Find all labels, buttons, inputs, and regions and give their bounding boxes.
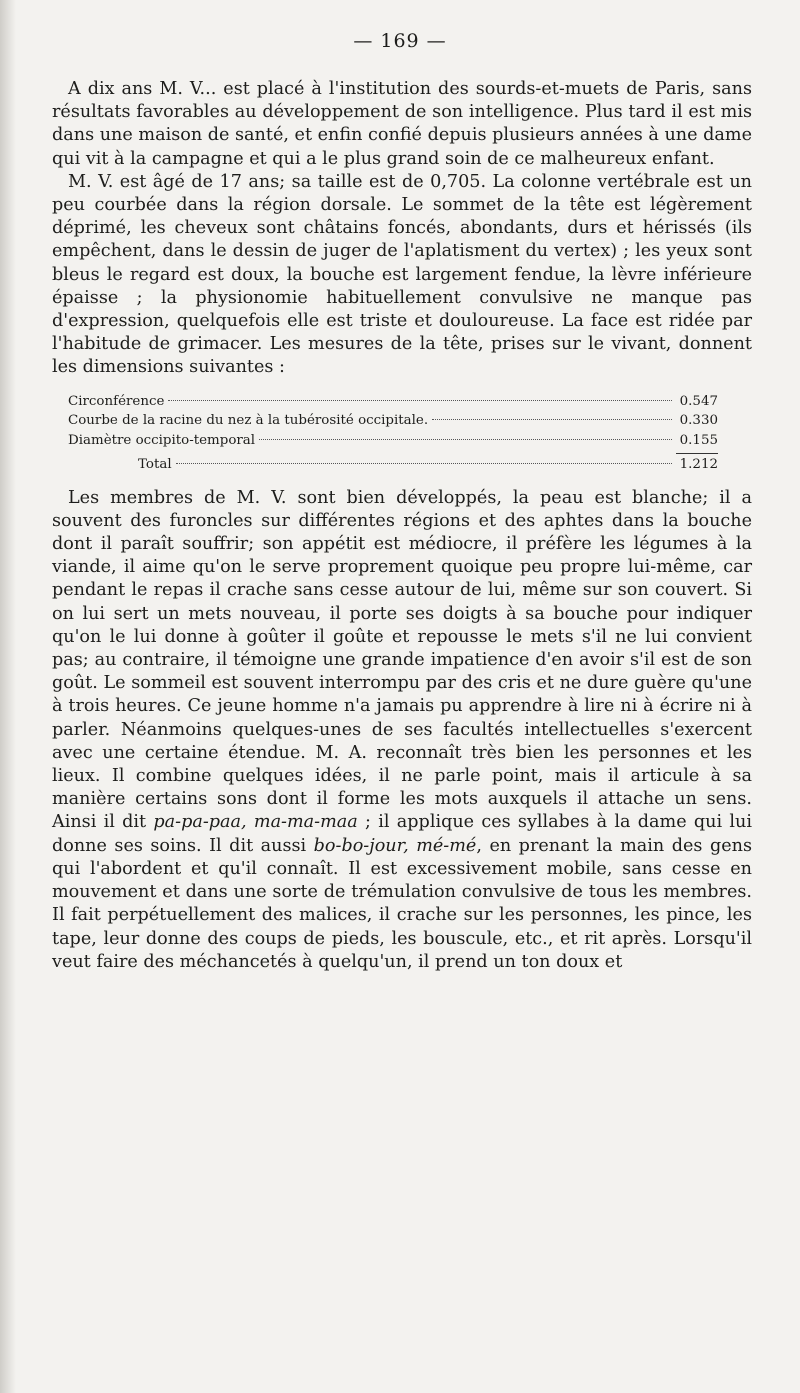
- measure-row: [68, 411, 718, 431]
- measure-label: Diamètre occipito-temporal: [68, 432, 256, 448]
- paragraph-2: M. V. est âgé de 17 ans; sa taille est de 0,705. La colonne vertébrale est un peu courbée dans la région dorsale. Le sommet de la tête est légèrement déprimé, les cheveux sont châtains foncés, abondants, durs et hérissés (ils empêchent, dans le dessin de juger de l'aplatisment du vertex) ; les yeux sont bleus le regard est doux, la bouche est largement fendue, la lèvre inférieure épaisse ; la physionomie habituellement convulsive ne manque pas d'expression, quelquefois elle est triste et douloureuse. La face est ridée par l'habitude de grimacer. Les mesures de la tête, prises sur le vivant, donnent les dimensions suivantes :: [52, 171, 752, 378]
- paragraph-3: [52, 487, 752, 974]
- measure-value: 0.547: [679, 393, 718, 409]
- leader-dots: [259, 439, 672, 440]
- leader-dots: [176, 463, 672, 464]
- measure-total-row: [68, 453, 718, 475]
- measure-row: [68, 431, 718, 451]
- syllables-mama: pa-pa-paa, ma-ma-maa: [153, 812, 358, 833]
- paragraph-3-text: Les membres de M. V. sont bien développés, la peau est blanche; il a souvent des furoncles sur différentes régions et des aphtes dans la bouche dont il paraît souffrir; son appétit est médiocre, il préfère les légumes à la viande, il aime qu'on le serve proprement quoique peu propre lui-même, car pendant le repas il crache sans cesse autour de lui, même sur son couvert. Si on lui sert un mets nouveau, il porte ses doigts à sa bouche pour indiquer qu'on le lui donne à goûter il goûte et repousse le mets s'il ne lui convient pas; au contraire, il témoigne une grande impatience d'en avoir s'il est de son goût. Le sommeil est souvent interrompu par des cris et ne dure guère qu'une à trois heures. Ce jeune homme n'a jamais pu apprendre à lire ni à écrire ni à parler. Néanmoins quelques-unes de ses facultés intellectuelles s'exercent avec une certaine étendue. M. A. reconnaît très bien les personnes et les lieux. Il combine quelques idées, il ne parle point, mais il articule à sa manière certains sons dont il forme les mots auxquels il attache un sens. Ainsi il dit: [52, 487, 752, 833]
- measure-label: Circonférence: [68, 393, 165, 409]
- head-measurements-table: [68, 392, 718, 475]
- total-value: 1.212: [676, 453, 718, 475]
- page-number: — 169 —: [353, 30, 447, 52]
- measure-value: 0.330: [679, 413, 718, 429]
- paragraph-3-text: , en prenant la main des gens qui l'abordent et qu'il connaît. Il est excessivement mobile, sans cesse en mouvement et dans une sorte de trémulation convulsive de tous les membres. Il fait perpétuellement des malices, il crache sur les personnes, les pince, les tape, leur donne des coups de pieds, les bouscule, etc., et rit après. Lorsqu'il veut faire des méchancetés à quelqu'un, il prend un ton doux et: [52, 835, 752, 972]
- paragraph-3-text: ; il applique ces syllabes à la dame qui lui donne ses soins. Il dit aussi: [52, 812, 752, 856]
- syllables-bonjour: bo-bo-jour, mé-mé: [313, 835, 477, 856]
- leader-dots: [432, 419, 672, 420]
- measure-row: [68, 392, 718, 412]
- measure-label: Courbe de la racine du nez à la tubérosité occipitale.: [68, 413, 429, 429]
- measure-value: 0.155: [679, 432, 718, 448]
- body-text: [52, 78, 752, 974]
- total-label: Total: [138, 457, 172, 473]
- leader-dots: [168, 400, 672, 401]
- page-gutter-shadow: [0, 0, 16, 1393]
- paragraph-1: A dix ans M. V... est placé à l'institution des sourds-et-muets de Paris, sans résultats favorables au développement de son intelligence. Plus tard il est mis dans une maison de santé, et enfin confié depuis plusieurs années à une dame qui vit à la campagne et qui a le plus grand soin de ce malheureux enfant.: [52, 79, 752, 169]
